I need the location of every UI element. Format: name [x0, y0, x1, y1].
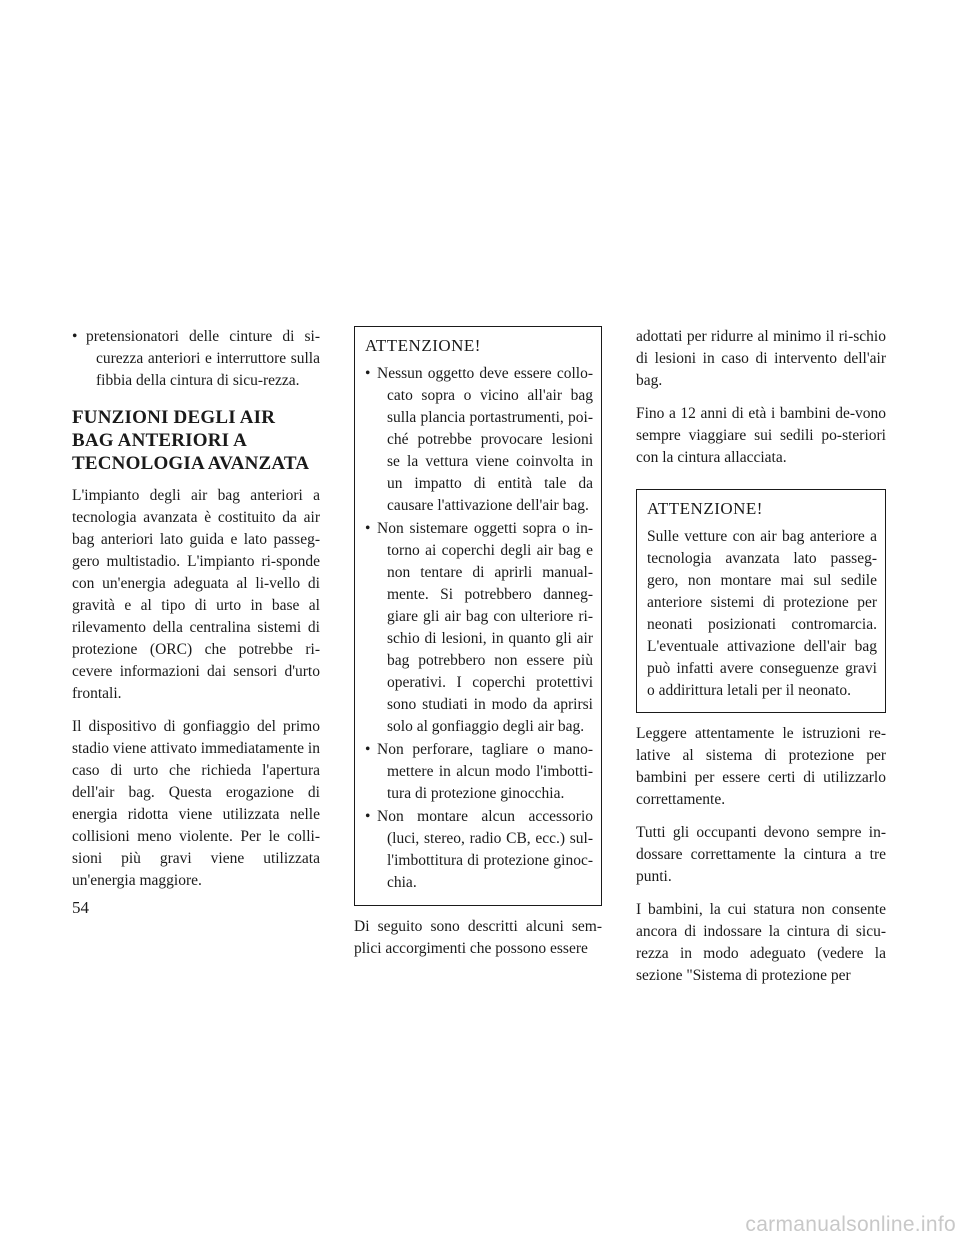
list-item [72, 326, 320, 392]
warning-item-text: Nessun oggetto deve essere collo-cato sopra o vicino all'air bag sulla plancia portastrumenti, poi-ché potrebbe provocare lesioni se la vettura viene coinvolta in un impatto di entità tale da causare l'attivazione dell'air bag. [377, 365, 593, 514]
paragraph: Il dispositivo di gonfiaggio del primo stadio viene attivato immediatamente in caso di urto che richieda l'apertura dell'air bag. Questa erogazione di energia ridotta viene utilizzata nelle collisioni meno violente. Per le colli-sioni più gravi viene utilizzata un'energia maggiore. [72, 718, 320, 889]
paragraph: Tutti gli occupanti devono sempre in-dossare correttamente la cintura a tre punti. [636, 824, 886, 885]
column-right [636, 326, 886, 998]
bullet-icon: • [365, 741, 371, 758]
page-number: 54 [72, 898, 89, 917]
column-left [72, 326, 320, 903]
column-middle [354, 326, 602, 971]
warning-box [636, 489, 886, 713]
warning-title: ATTENZIONE! [647, 499, 763, 518]
paragraph: adottati per ridurre al minimo il ri-schio di lesioni in caso di intervento dell'air bag. [636, 328, 886, 389]
bullet-list [72, 326, 320, 392]
paragraph: L'impianto degli air bag anteriori a tecnologia avanzata è costituito da air bag anteriori lato guida e lato passeg-gero multistadio. L'impianto ri-sponde con un'energia adeguata al li-vello di gravità e al tipo di urto in base al rilevamento della centralina sistemi di protezione (ORC) che potrebbe ri-cevere informazioni dai sensori d'urto frontali. [72, 487, 320, 702]
warning-text: Sulle vetture con air bag anteriore a tecnologia avanzata lato passeg-gero, non montare mai sul sedile anteriore sistemi di protezione per neonati posizionati contromarcia. L'eventuale attivazione dell'air bag può infatti avere conseguenze gravi o addirittura letali per il neonato. [647, 528, 877, 699]
list-item-text: pretensionatori delle cinture di si-curezza anteriori e interruttore sulla fibbia della cintura di sicu-rezza. [86, 328, 320, 389]
warning-item-text: Non sistemare oggetti sopra o in-torno ai coperchi degli air bag e non tentare di aprirli manual-mente. Si potrebbero danneg-giare gli air bag con ulteriore ri-schio di lesioni, in quanto gli air bag potrebbero non essere più operativi. I coperchi protettivi sono studiati in modo da aprirsi solo al gonfiaggio degli air bag. [377, 520, 593, 735]
bullet-icon: • [72, 328, 78, 345]
warning-box [354, 326, 602, 906]
paragraph: Leggere attentamente le istruzioni re-lative al sistema di protezione per bambini per essere certi di utilizzarlo correttamente. [636, 725, 886, 808]
bullet-icon: • [365, 365, 371, 382]
bullet-icon: • [365, 808, 371, 825]
paragraph: I bambini, la cui statura non consente ancora di indossare la cintura di sicu-rezza in modo adeguato (vedere la sezione "Sistema di protezione per [636, 901, 886, 984]
warning-item [365, 518, 593, 738]
warning-item-text: Non perforare, tagliare o mano-mettere in alcun modo l'imbotti-tura di protezione ginocchia. [377, 741, 593, 802]
warning-item-text: Non montare alcun accessorio (luci, stereo, radio CB, ecc.) sul-l'imbottitura di protezione ginoc-chia. [377, 808, 593, 891]
warning-list [365, 363, 593, 894]
paragraph: Fino a 12 anni di età i bambini de-vono sempre viaggiare sui sedili po-steriori con la cintura allacciata. [636, 405, 886, 466]
warning-item [365, 739, 593, 805]
warning-item [365, 363, 593, 517]
bullet-icon: • [365, 520, 371, 537]
section-heading: FUNZIONI DEGLI AIR BAG ANTERIORI A TECNOLOGIA AVANZATA [72, 407, 310, 474]
warning-item [365, 806, 593, 894]
paragraph: Di seguito sono descritti alcuni sem-plici accorgimenti che possono essere [354, 918, 602, 957]
watermark: carmanualsonline.info [745, 1213, 956, 1236]
warning-title: ATTENZIONE! [365, 336, 481, 355]
